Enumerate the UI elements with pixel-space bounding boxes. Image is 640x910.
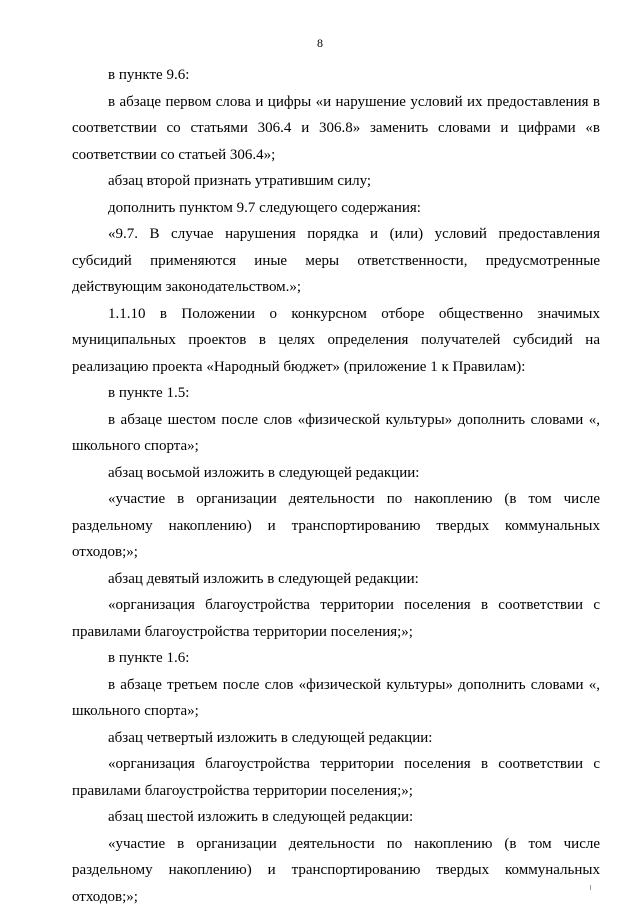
paragraph: в пункте 1.6: [72,645,600,672]
paragraph: абзац четвертый изложить в следующей редакции: [72,725,600,752]
paragraph: дополнить пунктом 9.7 следующего содержания: [72,195,600,222]
paragraph: абзац второй признать утратившим силу; [72,168,600,195]
scan-artifact [590,885,591,890]
paragraph: абзац восьмой изложить в следующей редакции: [72,460,600,487]
paragraph: 1.1.10 в Положении о конкурсном отборе общественно значимых муниципальных проектов в целях определения получателей субсидий на реализацию проекта «Народный бюджет» (приложение 1 к Правилам): [72,301,600,381]
paragraph: в абзаце шестом после слов «физической культуры» дополнить словами «, школьного спорта»; [72,407,600,460]
paragraph: абзац девятый изложить в следующей редакции: [72,566,600,593]
paragraph: «организация благоустройства территории поселения в соответствии с правилами благоустройства территории поселения;»; [72,592,600,645]
paragraph: в пункте 9.6: [72,62,600,89]
document-body [72,62,600,910]
paragraph: «9.7. В случае нарушения порядка и (или) условий предоставления субсидий применяются иные меры ответственности, предусмотренные действующим законодательством.»; [72,221,600,301]
paragraph: «участие в организации деятельности по накоплению (в том числе раздельному накоплению) и транспортированию твердых коммунальных отходов;»; [72,486,600,566]
paragraph: «участие в организации деятельности по накоплению (в том числе раздельному накоплению) и транспортированию твердых коммунальных отходов;»; [72,831,600,910]
paragraph: абзац шестой изложить в следующей редакции: [72,804,600,831]
paragraph: «организация благоустройства территории поселения в соответствии с правилами благоустройства территории поселения;»; [72,751,600,804]
paragraph: в пункте 1.5: [72,380,600,407]
page-number: 8 [0,36,640,50]
paragraph: в абзаце первом слова и цифры «и нарушение условий их предоставления в соответствии со статьями 306.4 и 306.8» заменить словами и цифрами «в соответствии со статьей 306.4»; [72,89,600,169]
paragraph: в абзаце третьем после слов «физической культуры» дополнить словами «, школьного спорта»; [72,672,600,725]
